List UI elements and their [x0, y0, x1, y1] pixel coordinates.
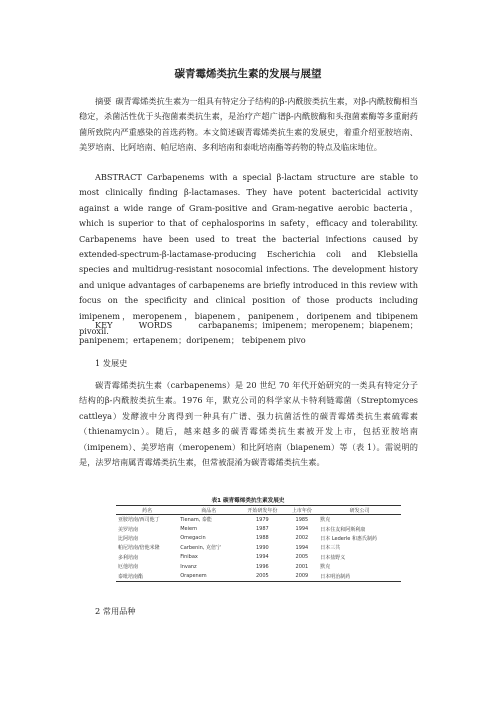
header-dev-year: 开始研发年份 [239, 506, 285, 515]
page-title: 碳青霉烯类抗生素的发展与展望 [174, 68, 322, 80]
section-2-heading: 2 常用品种 [95, 606, 136, 616]
abstract-en: ABSTRACT Carbapenems with a special β-lactam structure are stable to most clinically finding β-lactamases. They have potent bactericidal activity against a wide range of Gram-positive and Gram-negative aerobic bacteria，which is superior to that of cephalosporins in safety，efficacy and tolerability. Carbapenems have been used to treat the bacterial infections caused by extended-spectrum-β-lactamase-producing Escherichia coli and Klebsiella species and multidrug-resistant nosocomial infections. The development history and unique advantages of carbapenems are briefly introduced in this review with focus on the specificity and clinical position of those products including imipenem，meropenem，biapenem，panipenem，doripenem and tibipenem pivoxil. [79, 172, 418, 337]
table-row [116, 543, 401, 552]
cell-drug: 厄他培南 [118, 564, 139, 571]
section-1-text: 碳青霉烯类抗生素（carbapenems）是 20 世纪 70 年代开始研究的一类具有特定分子结构的β-内酰胺类抗生素。1976 年，默克公司的科学家从卡特利链霉菌（Streptomyces cattleya）发酵液中分离得到一种具有广谱、强力抗菌活性的碳青霉烯类抗生素硫霉素（thienamycin）。随后，越来越多的碳青霉烯类抗生素被开发上市，包括亚胺培南（imipenem）、美罗培南（meropenem）和比阿培南（biapenem）等（表 1）。需说明的是，法罗培南属青霉烯类抗生素，但常被混淆为碳青霉烯类抗生素。 [79, 380, 418, 468]
table-row [116, 562, 401, 571]
cell-company: 默克 [320, 564, 331, 571]
cell-dev-year: 1996 [256, 563, 269, 570]
cell-dev-year: 1990 [256, 544, 269, 551]
table-row [116, 534, 401, 543]
header-drug: 药名 [116, 506, 178, 515]
header-company: 研发公司 [318, 506, 401, 515]
cell-company: 日本住友和阿斯利康 [320, 526, 366, 533]
cell-dev-year: 2005 [239, 571, 285, 581]
cell-drug: 美罗培南 [118, 526, 139, 533]
abstract-cn-label: 摘要 [95, 96, 112, 106]
cell-launch-year: 2005 [295, 554, 309, 561]
history-table [116, 505, 401, 582]
cell-launch-year: 2002 [295, 535, 309, 542]
cell-company: 日本明治制药 [318, 571, 401, 581]
cell-drug: 比阿培南 [118, 535, 139, 542]
keywords: KEY WORDS carbapanems；imipenem；meropenem；biapenem；panipenem；ertapenem；doripenem； tebipenem pivo [79, 320, 418, 346]
cell-brand: Omegacin [180, 535, 206, 542]
cell-brand: Carbenin, 克倍宁 [180, 545, 221, 552]
section-1-heading: 1 发展史 [95, 358, 128, 368]
header-brand: 商品名 [178, 506, 239, 515]
table-row [116, 524, 401, 533]
table-caption: 表1 碳青霉烯类抗生素发展史 [211, 498, 285, 504]
cell-company: 日本三共 [320, 545, 341, 552]
cell-launch-year: 1994 [295, 544, 309, 551]
table-header-row [116, 506, 401, 515]
cell-launch-year: 1994 [295, 526, 309, 533]
table-row [116, 571, 401, 581]
cell-dev-year: 1979 [256, 516, 269, 523]
table-row [116, 515, 401, 525]
cell-launch-year: 1985 [295, 516, 309, 523]
abstract-cn [79, 94, 418, 156]
cell-brand: Meiern [180, 526, 198, 533]
cell-drug: 亚胺培南/西司他丁 [118, 517, 160, 524]
cell-dev-year: 1987 [256, 526, 269, 533]
cell-brand: Invanz [180, 563, 197, 570]
cell-company: 默克 [320, 517, 331, 524]
cell-launch-year: 2001 [295, 563, 309, 570]
cell-drug: 多利培南 [118, 554, 139, 561]
cell-company: 日本盐野义 [320, 554, 346, 561]
cell-company: 日本 Lederle 和惠氏制药 [320, 535, 377, 542]
cell-brand: Tienam, 泰能 [180, 517, 212, 524]
cell-dev-year: 1988 [256, 535, 269, 542]
cell-drug: 泰吡培南酯 [116, 571, 178, 581]
cell-drug: 帕尼培南/倍他米隆 [118, 545, 160, 552]
table-row [116, 553, 401, 562]
cell-dev-year: 1994 [256, 554, 269, 561]
cell-launch-year: 2009 [286, 571, 319, 581]
abstract-cn-text: 碳青霉烯类抗生素为一组具有特定分子结构的β-内酰胺类抗生素，对β-内酰胺酶相当稳定，杀菌活性优于头孢菌素类抗生素，是治疗产超广谱β-内酰胺酶和头孢菌素酶等多重耐药菌所致院内严重感染的首选药物。本文简述碳青霉烯类抗生素的发展史，着重介绍亚胺培南、美罗培南、比阿培南、帕尼培南、多利培南和泰吡培南酯等药物的特点及临床地位。 [79, 96, 418, 153]
cell-brand: Orapenem [178, 571, 239, 581]
cell-brand: Finibax [180, 554, 198, 561]
header-launch-year: 上市年份 [286, 506, 319, 515]
